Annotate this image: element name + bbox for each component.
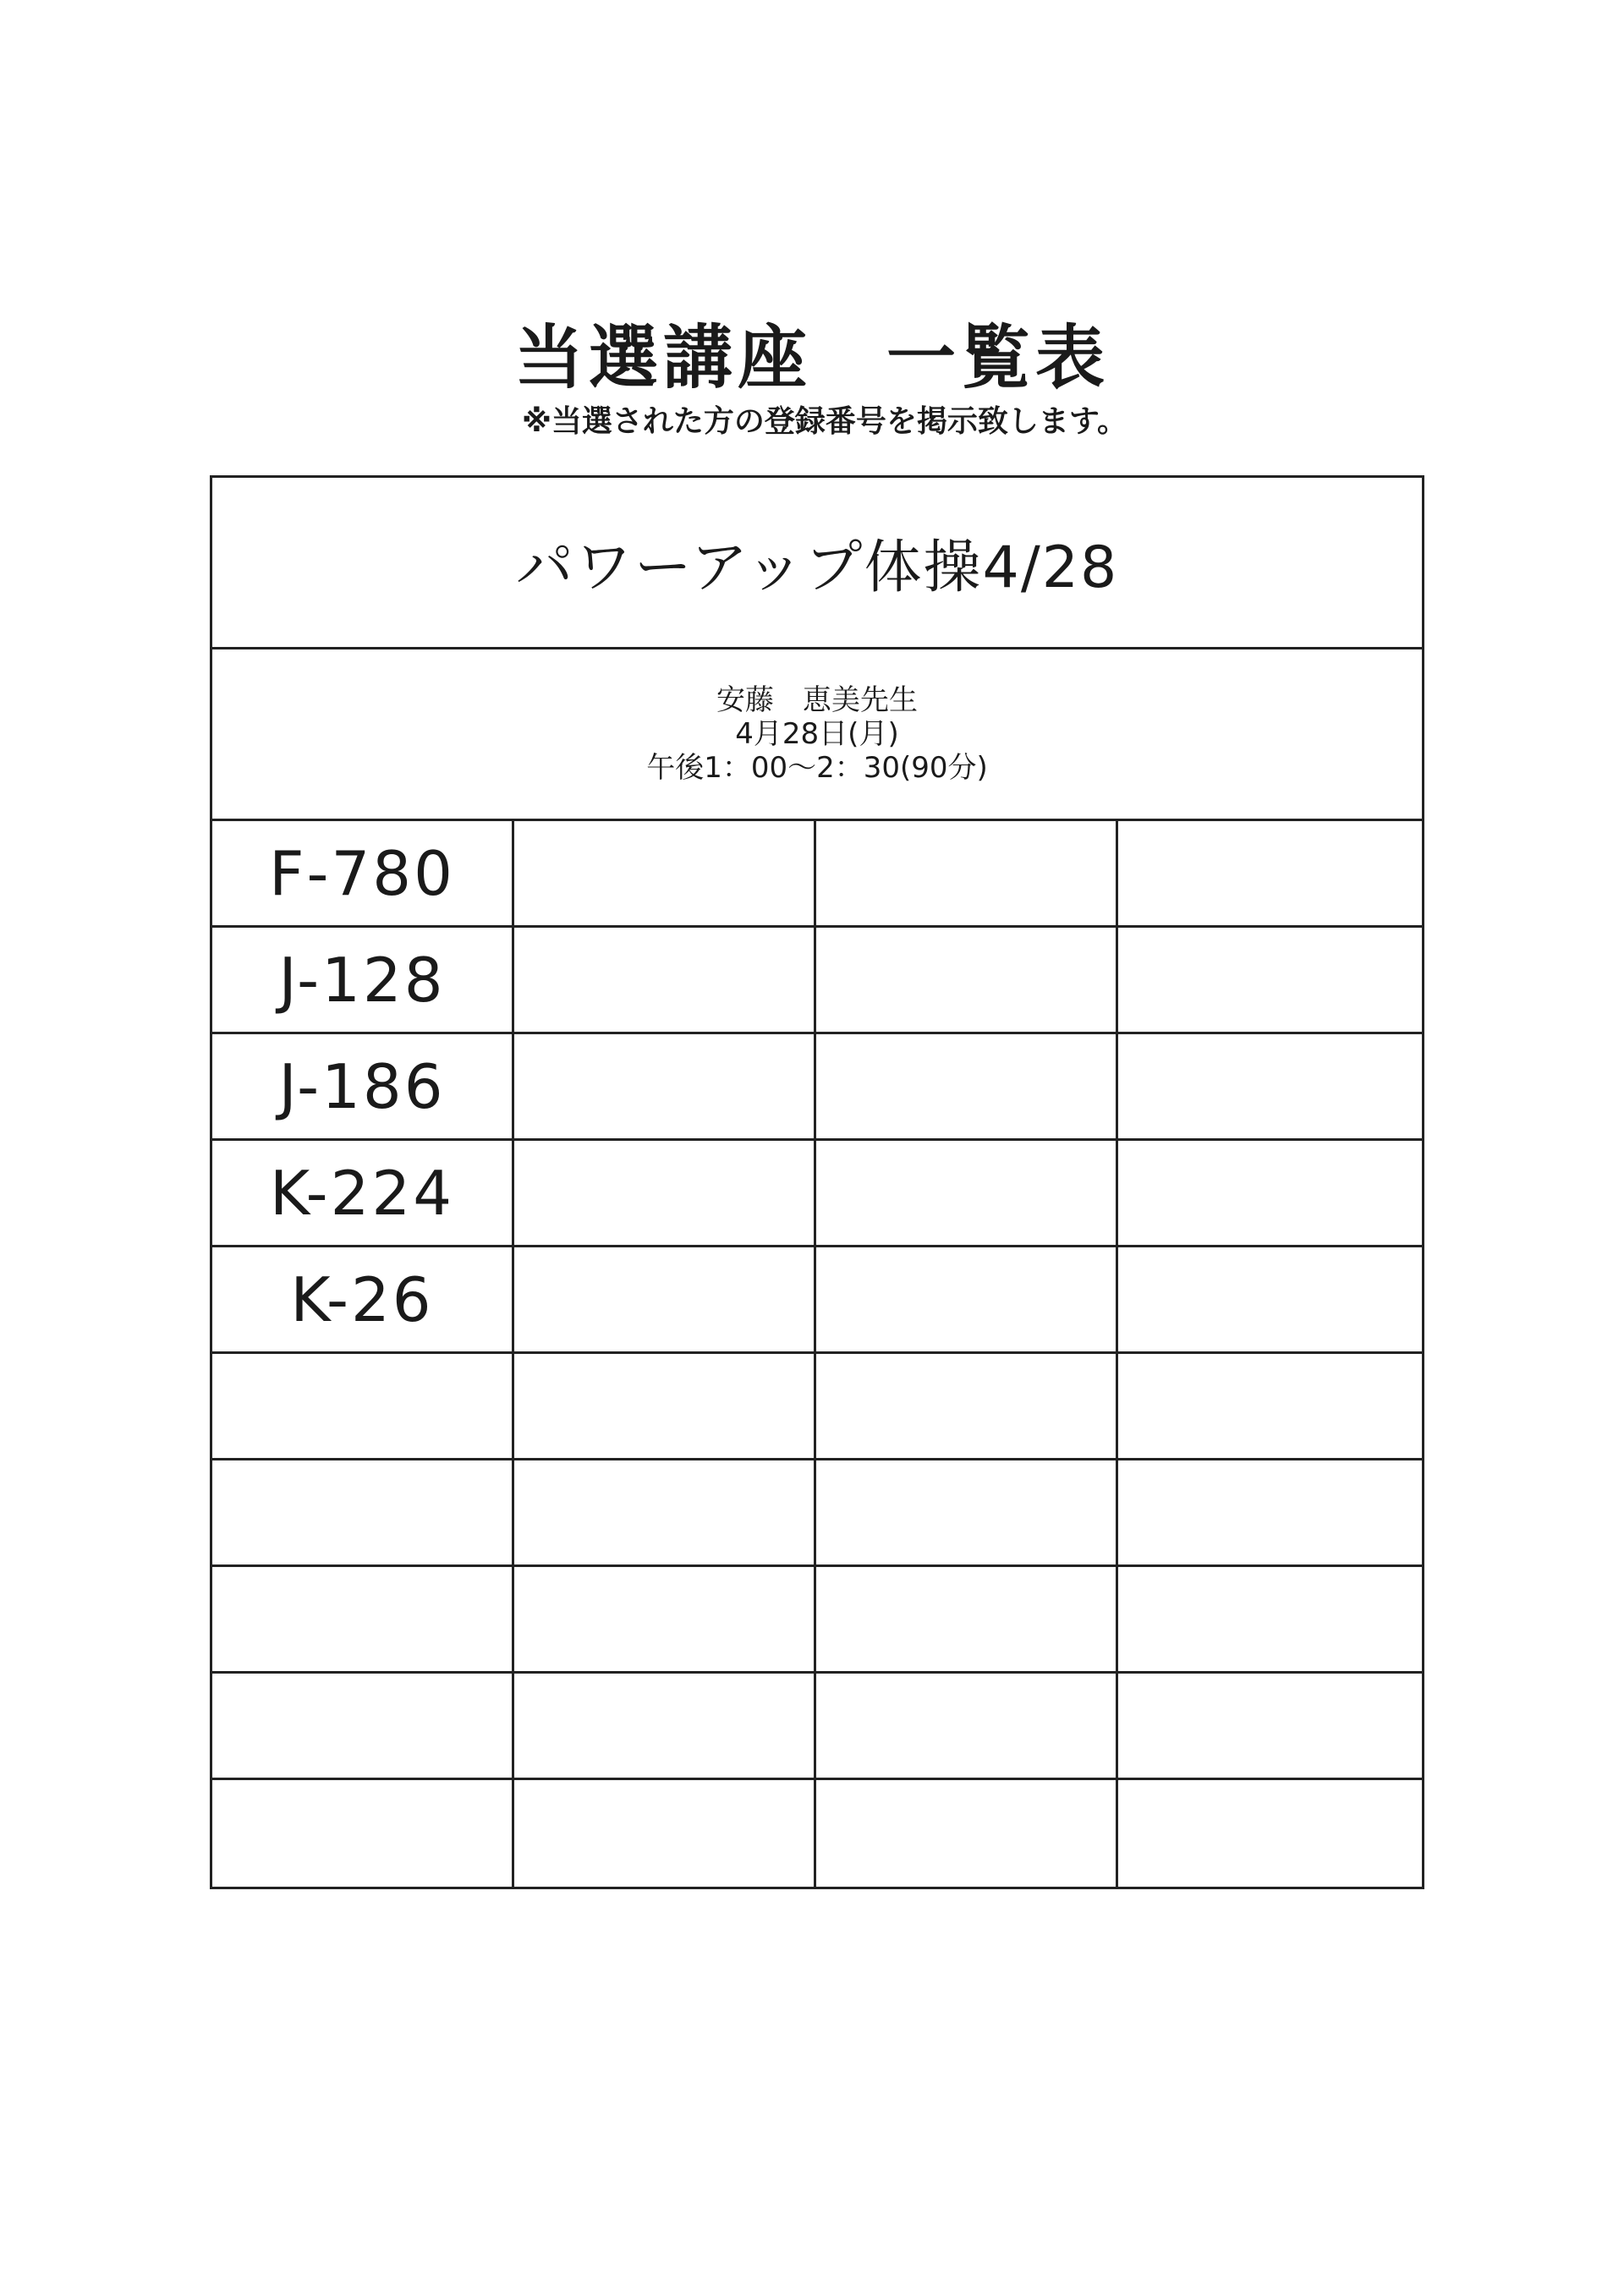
registration-grid — [212, 821, 1422, 1887]
registration-cell — [514, 1354, 816, 1460]
registration-cell — [816, 1247, 1118, 1354]
registration-cell — [816, 1141, 1118, 1247]
winners-table — [210, 475, 1424, 1889]
registration-cell — [1118, 1247, 1422, 1354]
registration-cell — [1118, 1034, 1422, 1141]
registration-cell — [1118, 1141, 1422, 1247]
registration-cell — [514, 1567, 816, 1674]
registration-cell: F-780 — [212, 821, 514, 928]
registration-cell — [816, 1780, 1118, 1887]
registration-cell — [514, 821, 816, 928]
registration-cell — [816, 1674, 1118, 1780]
registration-cell — [514, 1034, 816, 1141]
page-title: 当選講座 一覧表 — [513, 318, 1110, 398]
registration-cell — [212, 1674, 514, 1780]
registration-cell — [816, 1460, 1118, 1567]
registration-cell — [514, 1460, 816, 1567]
page-note: ※当選された方の登録番号を掲示致します。 — [521, 404, 1128, 439]
registration-cell: K-224 — [212, 1141, 514, 1247]
registration-cell — [816, 821, 1118, 928]
registration-cell: J-128 — [212, 928, 514, 1034]
course-date: 4月28日(月) — [735, 717, 899, 751]
registration-cell — [514, 1674, 816, 1780]
registration-cell — [816, 1354, 1118, 1460]
registration-cell — [1118, 1354, 1422, 1460]
registration-cell — [1118, 1460, 1422, 1567]
course-info — [212, 649, 1422, 821]
course-time: 午後1：00～2：30(90分) — [646, 751, 988, 785]
registration-cell — [514, 928, 816, 1034]
registration-cell — [816, 1034, 1118, 1141]
registration-cell — [1118, 1567, 1422, 1674]
registration-cell — [212, 1354, 514, 1460]
registration-cell — [212, 1460, 514, 1567]
registration-cell — [1118, 1780, 1422, 1887]
teacher-name: 安藤 恵美先生 — [716, 683, 918, 717]
registration-cell — [514, 1780, 816, 1887]
registration-cell — [1118, 928, 1422, 1034]
registration-cell — [514, 1247, 816, 1354]
registration-cell — [816, 1567, 1118, 1674]
registration-cell — [816, 928, 1118, 1034]
registration-cell — [1118, 821, 1422, 928]
registration-cell — [1118, 1674, 1422, 1780]
registration-cell: J-186 — [212, 1034, 514, 1141]
course-name: パワーアップ体操4/28 — [212, 478, 1422, 649]
registration-cell: K-26 — [212, 1247, 514, 1354]
registration-cell — [514, 1141, 816, 1247]
registration-cell — [212, 1780, 514, 1887]
registration-cell — [212, 1567, 514, 1674]
